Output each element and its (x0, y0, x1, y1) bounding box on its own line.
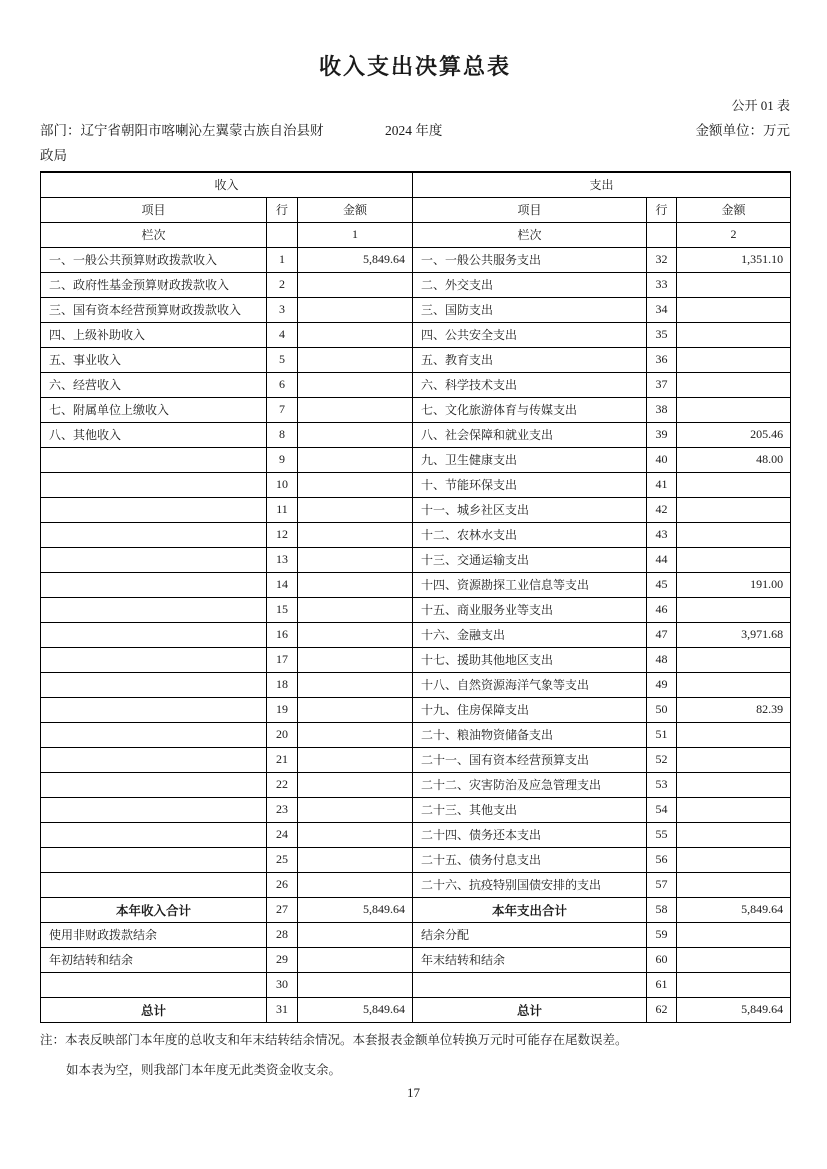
expense-amount-cell (677, 597, 791, 622)
income-item-cell (41, 847, 267, 872)
income-amount-cell (298, 272, 413, 297)
income-amount-cell (298, 922, 413, 947)
expense-line-cell: 41 (647, 472, 677, 497)
expense-amount-cell (677, 547, 791, 572)
expense-item-cell: 十、节能环保支出 (413, 472, 647, 497)
income-amount-cell (298, 522, 413, 547)
expense-item-cell: 十一、城乡社区支出 (413, 497, 647, 522)
income-amount-cell (298, 347, 413, 372)
expense-amount-cell (677, 647, 791, 672)
income-amount-cell (298, 972, 413, 997)
expense-item-cell: 十七、援助其他地区支出 (413, 647, 647, 672)
expense-line-cell: 45 (647, 572, 677, 597)
expense-amount-cell (677, 347, 791, 372)
expense-line-cell: 33 (647, 272, 677, 297)
expense-amount-cell (677, 972, 791, 997)
expense-item-cell: 二十四、债务还本支出 (413, 822, 647, 847)
department-label: 部门：辽宁省朝阳市喀喇沁左翼蒙古族自治县财政局 (40, 123, 324, 163)
income-line-cell: 22 (267, 772, 298, 797)
expense-amount-cell (677, 922, 791, 947)
column-index-row (41, 222, 791, 247)
table-row (41, 497, 791, 522)
income-line-cell: 17 (267, 647, 298, 672)
income-line-cell: 16 (267, 622, 298, 647)
expense-amount-cell (677, 297, 791, 322)
income-item-cell (41, 797, 267, 822)
table-row (41, 672, 791, 697)
table-row (41, 372, 791, 397)
income-item-cell (41, 972, 267, 997)
expense-item-cell: 九、卫生健康支出 (413, 447, 647, 472)
expense-item-cell: 十三、交通运输支出 (413, 547, 647, 572)
expense-item-cell: 六、科学技术支出 (413, 372, 647, 397)
final-accounts-table (40, 171, 791, 1023)
income-amount-cell: 5,849.64 (298, 247, 413, 272)
expense-line-cell: 53 (647, 772, 677, 797)
footnotes (40, 1032, 790, 1080)
income-amount-cell (298, 422, 413, 447)
income-line-header: 行 (267, 197, 298, 222)
expense-line-cell: 49 (647, 672, 677, 697)
expense-item-cell: 二十、粮油物资储备支出 (413, 722, 647, 747)
income-item-cell (41, 672, 267, 697)
income-line-cell: 12 (267, 522, 298, 547)
income-item-cell: 使用非财政拨款结余 (41, 922, 267, 947)
table-row (41, 872, 791, 897)
income-line-cell: 31 (267, 997, 298, 1022)
expense-amount-cell: 48.00 (677, 447, 791, 472)
expense-line-cell: 51 (647, 722, 677, 747)
income-col-index-label: 栏次 (41, 222, 267, 247)
income-item-cell (41, 722, 267, 747)
income-item-cell (41, 547, 267, 572)
table-row (41, 697, 791, 722)
section-header-row (41, 172, 791, 197)
table-body (41, 247, 791, 1022)
table-row (41, 997, 791, 1022)
income-amount-cell (298, 572, 413, 597)
table-row (41, 772, 791, 797)
expense-line-header: 行 (647, 197, 677, 222)
expense-item-header: 项目 (413, 197, 647, 222)
page-title: 收入支出决算总表 (318, 54, 511, 79)
table-row (41, 847, 791, 872)
expense-amount-cell (677, 872, 791, 897)
expense-amount-cell: 5,849.64 (677, 997, 791, 1022)
expense-col-index-label: 栏次 (413, 222, 647, 247)
income-line-cell: 20 (267, 722, 298, 747)
income-amount-cell (298, 697, 413, 722)
expense-item-cell: 四、公共安全支出 (413, 322, 647, 347)
table-row (41, 722, 791, 747)
table-row (41, 622, 791, 647)
income-amount-cell (298, 447, 413, 472)
income-line-cell: 26 (267, 872, 298, 897)
income-amount-cell (298, 322, 413, 347)
income-amount-cell (298, 847, 413, 872)
expense-amount-cell: 1,351.10 (677, 247, 791, 272)
expense-item-cell: 一、一般公共服务支出 (413, 247, 647, 272)
expense-amount-cell (677, 472, 791, 497)
table-row (41, 472, 791, 497)
table-row (41, 547, 791, 572)
amount-unit-label: 金额单位：万元 (695, 123, 790, 138)
income-item-cell: 年初结转和结余 (41, 947, 267, 972)
expense-line-cell: 38 (647, 397, 677, 422)
income-line-cell: 13 (267, 547, 298, 572)
expense-item-cell: 本年支出合计 (413, 897, 647, 922)
income-amount-cell (298, 297, 413, 322)
income-line-cell: 6 (267, 372, 298, 397)
expense-item-cell: 八、社会保障和就业支出 (413, 422, 647, 447)
table-row (41, 347, 791, 372)
expense-amount-cell (677, 397, 791, 422)
expense-amount-header: 金额 (677, 197, 791, 222)
table-row (41, 422, 791, 447)
expense-line-cell: 57 (647, 872, 677, 897)
income-line-cell: 3 (267, 297, 298, 322)
income-amount-cell (298, 747, 413, 772)
expense-amount-cell: 82.39 (677, 697, 791, 722)
expense-item-cell: 三、国防支出 (413, 297, 647, 322)
income-item-cell (41, 472, 267, 497)
income-line-cell: 14 (267, 572, 298, 597)
income-line-cell: 30 (267, 972, 298, 997)
expense-line-cell: 39 (647, 422, 677, 447)
income-item-cell: 七、附属单位上缴收入 (41, 397, 267, 422)
income-amount-cell (298, 672, 413, 697)
table-row (41, 297, 791, 322)
income-item-cell: 本年收入合计 (41, 897, 267, 922)
table-row (41, 972, 791, 997)
income-amount-cell (298, 647, 413, 672)
table-row (41, 922, 791, 947)
expense-item-cell: 十六、金融支出 (413, 622, 647, 647)
income-item-cell (41, 772, 267, 797)
income-line-cell: 28 (267, 922, 298, 947)
income-item-cell (41, 522, 267, 547)
income-amount-cell (298, 797, 413, 822)
expense-line-cell: 48 (647, 647, 677, 672)
income-item-cell: 三、国有资本经营预算财政拨款收入 (41, 297, 267, 322)
expense-line-cell: 46 (647, 597, 677, 622)
income-section-header: 收入 (41, 172, 413, 197)
expense-item-cell: 二、外交支出 (413, 272, 647, 297)
expense-line-cell: 60 (647, 947, 677, 972)
expense-line-cell: 62 (647, 997, 677, 1022)
expense-amount-cell (677, 272, 791, 297)
table-row (41, 947, 791, 972)
income-item-cell: 一、一般公共预算财政拨款收入 (41, 247, 267, 272)
income-amount-cell (298, 397, 413, 422)
expense-line-cell: 52 (647, 747, 677, 772)
expense-amount-cell (677, 522, 791, 547)
expense-amount-cell (677, 847, 791, 872)
expense-amount-cell (677, 797, 791, 822)
expense-item-cell: 五、教育支出 (413, 347, 647, 372)
income-amount-cell (298, 497, 413, 522)
fiscal-year-label: 2024 年度 (385, 123, 443, 138)
income-item-cell (41, 747, 267, 772)
income-amount-header: 金额 (298, 197, 413, 222)
expense-line-cell: 43 (647, 522, 677, 547)
income-line-cell: 10 (267, 472, 298, 497)
income-item-cell: 总计 (41, 997, 267, 1022)
income-line-cell: 21 (267, 747, 298, 772)
income-amount-cell (298, 547, 413, 572)
income-line-cell: 4 (267, 322, 298, 347)
page-number: 17 (407, 1085, 420, 1100)
expense-col-number: 2 (677, 222, 791, 247)
footnote-1: 注：本表反映部门本年度的总收支和年末结转结余情况。本套报表金额单位转换万元时可能存在尾数误差。 (40, 1032, 628, 1047)
table-row (41, 897, 791, 922)
income-item-cell (41, 822, 267, 847)
income-line-cell: 29 (267, 947, 298, 972)
income-line-cell: 27 (267, 897, 298, 922)
income-line-cell: 23 (267, 797, 298, 822)
expense-line-cell: 44 (647, 547, 677, 572)
income-line-cell: 7 (267, 397, 298, 422)
expense-amount-cell (677, 322, 791, 347)
income-amount-cell (298, 622, 413, 647)
expense-amount-cell: 205.46 (677, 422, 791, 447)
expense-item-cell: 二十五、债务付息支出 (413, 847, 647, 872)
income-amount-cell: 5,849.64 (298, 897, 413, 922)
income-item-cell: 六、经营收入 (41, 372, 267, 397)
income-item-cell: 八、其他收入 (41, 422, 267, 447)
table-head-rows (41, 172, 791, 247)
income-item-cell: 五、事业收入 (41, 347, 267, 372)
table-row (41, 397, 791, 422)
table-row (41, 247, 791, 272)
income-line-cell: 1 (267, 247, 298, 272)
expense-amount-cell (677, 372, 791, 397)
income-item-cell (41, 497, 267, 522)
income-item-cell (41, 597, 267, 622)
table-row (41, 572, 791, 597)
table-row (41, 747, 791, 772)
income-item-cell (41, 447, 267, 472)
expense-item-cell: 二十三、其他支出 (413, 797, 647, 822)
expense-line-cell: 61 (647, 972, 677, 997)
expense-line-cell: 32 (647, 247, 677, 272)
expense-item-cell: 二十一、国有资本经营预算支出 (413, 747, 647, 772)
document-meta (40, 118, 790, 168)
expense-line-cell: 36 (647, 347, 677, 372)
expense-item-cell: 十八、自然资源海洋气象等支出 (413, 672, 647, 697)
income-item-header: 项目 (41, 197, 267, 222)
column-header-row (41, 197, 791, 222)
expense-item-cell: 十九、住房保障支出 (413, 697, 647, 722)
table-row (41, 272, 791, 297)
expense-line-cell: 35 (647, 322, 677, 347)
income-line-cell: 18 (267, 672, 298, 697)
table-row (41, 447, 791, 472)
income-amount-cell: 5,849.64 (298, 997, 413, 1022)
income-line-cell: 15 (267, 597, 298, 622)
footnote-2: 如本表为空，则我部门本年度无此类资金收支余。 (66, 1063, 342, 1078)
expense-item-cell: 七、文化旅游体育与传媒支出 (413, 397, 647, 422)
expense-line-cell: 37 (647, 372, 677, 397)
expense-item-cell: 总计 (413, 997, 647, 1022)
income-amount-cell (298, 597, 413, 622)
income-line-cell: 5 (267, 347, 298, 372)
expense-amount-cell (677, 772, 791, 797)
income-line-cell: 24 (267, 822, 298, 847)
income-line-cell: 19 (267, 697, 298, 722)
expense-line-cell: 58 (647, 897, 677, 922)
income-amount-cell (298, 722, 413, 747)
income-item-cell: 四、上级补助收入 (41, 322, 267, 347)
expense-col-index-blank (647, 222, 677, 247)
expense-item-cell: 十四、资源勘探工业信息等支出 (413, 572, 647, 597)
income-item-cell (41, 572, 267, 597)
income-amount-cell (298, 822, 413, 847)
expense-amount-cell (677, 747, 791, 772)
expense-line-cell: 59 (647, 922, 677, 947)
income-col-index-blank (267, 222, 298, 247)
income-amount-cell (298, 947, 413, 972)
expense-line-cell: 34 (647, 297, 677, 322)
expense-amount-cell (677, 672, 791, 697)
expense-line-cell: 42 (647, 497, 677, 522)
expense-amount-cell: 5,849.64 (677, 897, 791, 922)
expense-item-cell (413, 972, 647, 997)
income-col-number: 1 (298, 222, 413, 247)
expense-section-header: 支出 (413, 172, 791, 197)
expense-item-cell: 二十六、抗疫特别国债安排的支出 (413, 872, 647, 897)
expense-item-cell: 十二、农林水支出 (413, 522, 647, 547)
income-item-cell (41, 872, 267, 897)
income-line-cell: 25 (267, 847, 298, 872)
table-row (41, 797, 791, 822)
income-line-cell: 8 (267, 422, 298, 447)
income-item-cell: 二、政府性基金预算财政拨款收入 (41, 272, 267, 297)
expense-amount-cell (677, 722, 791, 747)
expense-line-cell: 56 (647, 847, 677, 872)
expense-line-cell: 47 (647, 622, 677, 647)
income-amount-cell (298, 372, 413, 397)
expense-line-cell: 55 (647, 822, 677, 847)
expense-line-cell: 54 (647, 797, 677, 822)
expense-amount-cell: 3,971.68 (677, 622, 791, 647)
expense-amount-cell (677, 947, 791, 972)
income-amount-cell (298, 472, 413, 497)
income-line-cell: 11 (267, 497, 298, 522)
income-amount-cell (298, 772, 413, 797)
expense-item-cell: 结余分配 (413, 922, 647, 947)
income-line-cell: 2 (267, 272, 298, 297)
table-row (41, 647, 791, 672)
table-row (41, 522, 791, 547)
expense-item-cell: 年末结转和结余 (413, 947, 647, 972)
income-amount-cell (298, 872, 413, 897)
expense-amount-cell (677, 497, 791, 522)
income-item-cell (41, 697, 267, 722)
income-line-cell: 9 (267, 447, 298, 472)
expense-amount-cell: 191.00 (677, 572, 791, 597)
expense-item-cell: 十五、商业服务业等支出 (413, 597, 647, 622)
expense-item-cell: 二十二、灾害防治及应急管理支出 (413, 772, 647, 797)
table-code-label: 公开 01 表 (731, 98, 790, 113)
income-item-cell (41, 647, 267, 672)
table-row (41, 597, 791, 622)
expense-line-cell: 50 (647, 697, 677, 722)
expense-line-cell: 40 (647, 447, 677, 472)
expense-amount-cell (677, 822, 791, 847)
income-item-cell (41, 622, 267, 647)
table-row (41, 322, 791, 347)
table-row (41, 822, 791, 847)
